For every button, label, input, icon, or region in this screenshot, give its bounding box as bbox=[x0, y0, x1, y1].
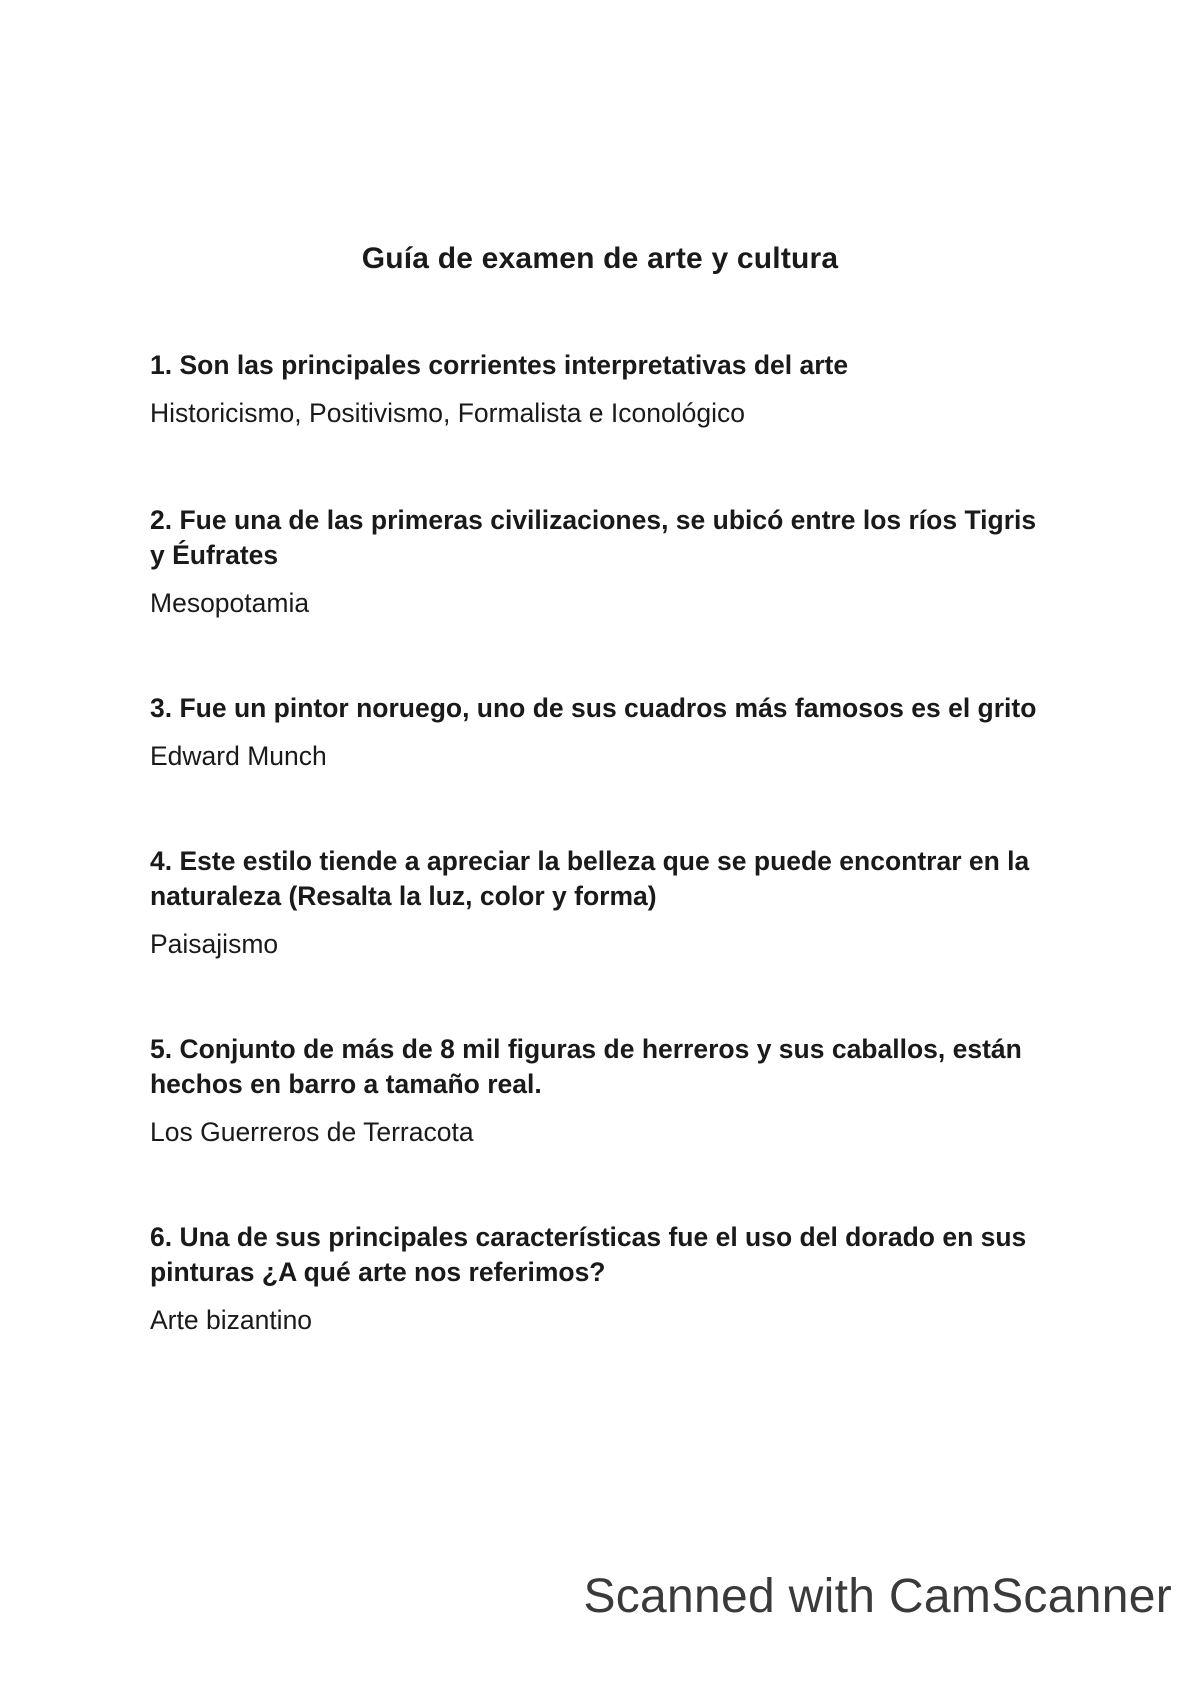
answer-text: Historicismo, Positivismo, Formalista e Iconológico bbox=[150, 398, 745, 428]
question-item bbox=[150, 348, 1050, 431]
answer-text: Paisajismo bbox=[150, 929, 279, 959]
question-text: 3. Fue un pintor noruego, uno de sus cuadros más famosos es el grito bbox=[150, 693, 1037, 723]
question-item bbox=[150, 691, 1050, 774]
question-item bbox=[150, 1220, 1050, 1338]
question-item bbox=[150, 1032, 1050, 1150]
camscanner-watermark: Scanned with CamScanner bbox=[583, 1570, 1172, 1623]
answer-text: Arte bizantino bbox=[150, 1305, 313, 1335]
question-text: 5. Conjunto de más de 8 mil figuras de herreros y sus caballos, están hechos en barro a tamaño real. bbox=[150, 1034, 1022, 1099]
question-text: 6. Una de sus principales características fue el uso del dorado en sus pinturas ¿A qué arte nos referimos? bbox=[150, 1222, 1027, 1287]
answer-text: Edward Munch bbox=[150, 741, 327, 771]
answer-text: Mesopotamia bbox=[150, 588, 310, 618]
question-list bbox=[150, 348, 1050, 1408]
question-text: 1. Son las principales corrientes interpretativas del arte bbox=[150, 350, 849, 380]
question-item bbox=[150, 503, 1050, 621]
question-item bbox=[150, 844, 1050, 962]
page-title: Guía de examen de arte y cultura bbox=[361, 242, 839, 275]
answer-text: Los Guerreros de Terracota bbox=[150, 1117, 474, 1147]
question-text: 2. Fue una de las primeras civilizaciones, se ubicó entre los ríos Tigris y Éufrates bbox=[150, 505, 1037, 570]
question-text: 4. Este estilo tiende a apreciar la belleza que se puede encontrar en la naturaleza (Resalta la luz, color y forma) bbox=[150, 846, 1030, 911]
